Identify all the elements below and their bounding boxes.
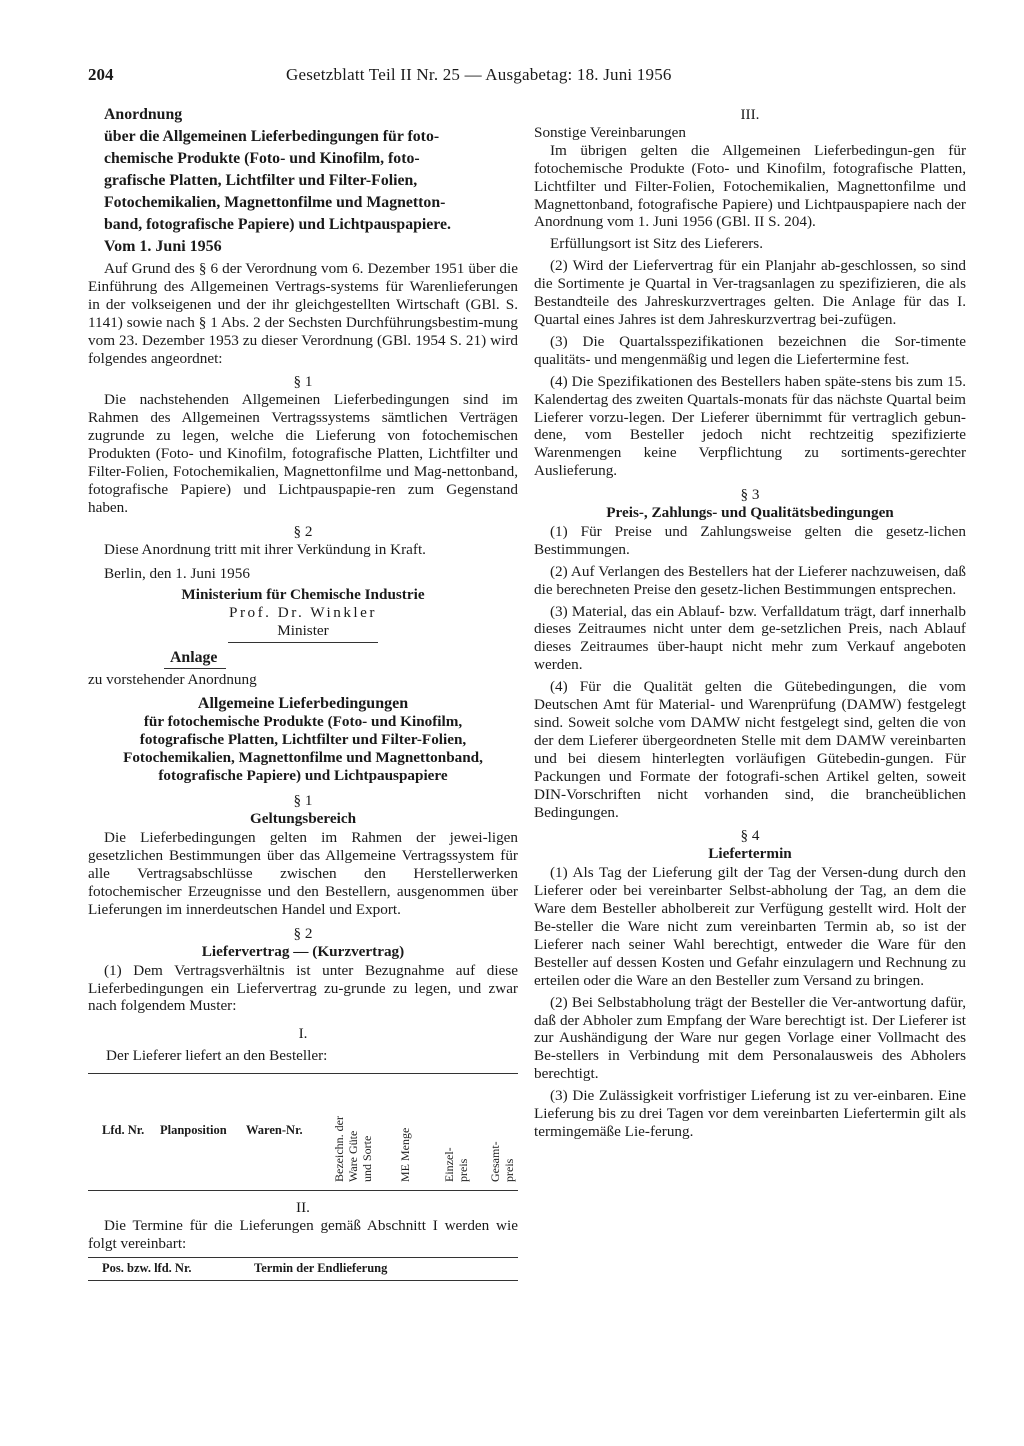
title-line: band, fotografische Papiere) und Lichtpauspapiere. — [104, 216, 451, 233]
section-3-mark: § 3 — [740, 486, 760, 504]
section-3-heading: Preis-, Zahlungs- und Qualitätsbedingungen — [606, 504, 894, 522]
part-iii-mark: III. — [740, 106, 760, 123]
annex-section-2-heading: Liefervertrag — (Kurzvertrag) — [201, 942, 405, 960]
alb-subtitle-line: Fotochemikalien, Magnettonfilme und Magnettonband, — [123, 748, 483, 766]
running-title: Gesetzblatt Teil II Nr. 25 — Ausgabetag: 18. Juni 1956 — [286, 65, 672, 84]
muster-col-bezeichnung: und Sorte — [360, 1135, 374, 1183]
clause-4-1: (1) Als Tag der Lieferung gilt der Tag der Versen-dung durch den Lieferer oder bei vereinbarter Selbst-abholung der Tag, an dem die Ware dem Besteller abholbereit zur Verfügung gestellt wird. Holt der Be-steller die Ware nicht zum vereinbarten Termin ab, so ist der Lieferer nach seiner Wahl berechtigt, entweder die Ware für den Besteller auf dessen Kosten und Gefahr einzulagern und Rechnung zu erteilen oder die Ware an den Besteller zum Versand zu bringen. — [534, 864, 966, 989]
muster-col-gesamtpreis: preis — [502, 1158, 516, 1183]
muster-col-waren-nr: Waren-Nr. — [246, 1123, 303, 1138]
alb-subtitle-line: für fotochemische Produkte (Foto- und Kinofilm, — [143, 712, 463, 730]
clause-3-1: (1) Für Preise und Zahlungsweise gelten die gesetz-lichen Bestimmungen. — [534, 522, 966, 558]
clause-4-2: (2) Bei Selbstabholung trägt der Besteller die Ver-antwortung dafür, daß der Abholer zum Empfang der Ware berechtigt ist. Der Lieferer ist zur Aushändigung der Ware nur gegen Vorlage einer Vollmacht des Be-stellers in Verbindung mit dem Personalausweis des Abholers berechtigt. — [534, 993, 966, 1083]
divider — [228, 642, 378, 643]
title-line: Fotochemikalien, Magnettonfilme und Magnetton- — [104, 194, 446, 211]
title-line: Anordnung — [104, 106, 183, 123]
annex-section-1-heading: Geltungsbereich — [249, 810, 357, 828]
alb-subtitle-line: fotografische Platten, Lichtfilter und Filter-Folien, — [139, 730, 467, 748]
muster-col-planposition: Planposition — [160, 1123, 227, 1138]
section-1-text: Die nachstehenden Allgemeinen Lieferbedingungen sind im Rahmen des Allgemeinen Vertragssystems sämtlichen Verträgen zugrunde zu legen, welche die Lieferung von fotochemischen Produkten (Foto- und Kinofilm, fotografische Platten, Lichtfilter und Filter-Folien, Fotochemikalien, Magnettonfilme und Mag-nettonband, fotografische Papiere) und Lichtpauspapie-ren zum Gegenstand haben. — [88, 391, 518, 516]
clause-2-4: (4) Die Spezifikationen des Bestellers haben späte-stens bis zum 15. Kalendertag des zweiten Quartals-monats für das nächste Quartal beim Lieferer vorzu-legen. Der Lieferer übernimmt für vertraglich gebun-dene, vom Besteller jedoch nicht rechtzeitig spezifizierte Warenmengen keine Verpflichtung zu sortiments-gerechter Auslieferung. — [534, 372, 966, 480]
annex-section-1-text: Die Lieferbedingungen gelten im Rahmen der jewei-ligen gesetzlichen Bestimmungen über das Allgemeine Vertragssystem für alle Vertragsabschlüsse zwischen den Herstellerwerken fotochemischer Erzeugnisse und den Bestellern, ausgenommen über Lieferungen im innerdeutschen Handel und Export. — [88, 829, 518, 918]
title-line: über die Allgemeinen Lieferbedingungen für foto- — [104, 128, 440, 145]
erfuellungsort: Erfüllungsort ist Sitz des Lieferers. — [550, 235, 763, 253]
annex-section-2-mark: § 2 — [293, 924, 313, 942]
muster-col-einzelpreis: preis — [456, 1158, 470, 1183]
anlage-heading: Anlage — [170, 649, 218, 667]
annex-section-2-text: (1) Dem Vertragsverhältnis ist unter Bezugnahme auf diese Lieferbedingungen ein Liefervertrag zu-grunde zu legen, und zwar nach folgendem Muster: — [88, 961, 518, 1015]
page-number: 204 — [88, 65, 114, 84]
termin-col-pos: Pos. bzw. lfd. Nr. — [102, 1260, 192, 1275]
muster-table — [88, 1073, 518, 1191]
anlage-underline — [164, 668, 226, 669]
title-line: grafische Platten, Lichtfilter und Filter-Folien, — [104, 172, 418, 189]
clause-3-3: (3) Material, das ein Ablauf- bzw. Verfalldatum trägt, darf innerhalb dieses Zeitraumes nicht unter dem ge-setzlichen Preis, nach Ablauf dieses Zeitraumes über-haupt nicht mehr zum Verkauf angeboten werden. — [534, 602, 966, 674]
muster-part-i-text: Der Lieferer liefert an den Besteller: — [106, 1047, 328, 1065]
title-line: chemische Produkte (Foto- und Kinofilm, foto- — [104, 150, 420, 167]
signer-role: Minister — [277, 622, 329, 640]
clause-4-3: (3) Die Zulässigkeit vorfristiger Lieferung ist zu ver-einbaren. Eine Lieferung bis zu drei Tagen vor dem vereinbarten Liefertermin gilt als termingemäße Lie-ferung. — [534, 1087, 966, 1140]
clause-3-2: (2) Auf Verlangen des Bestellers hat der Lieferer nachzuweisen, daß die berechneten Preise den gesetz-lichen Bestimmungen entsprechen. — [534, 562, 966, 598]
section-4-heading: Liefertermin — [708, 845, 792, 863]
ordinance-title — [88, 106, 518, 234]
section-4-mark: § 4 — [740, 827, 760, 845]
left-column — [88, 106, 518, 1281]
annex-section-1-mark: § 1 — [293, 792, 313, 810]
clause-2-2: (2) Wird der Liefervertrag für ein Planjahr ab-geschlossen, so sind die Sortimente je Quartal in Ver-tragsanlagen zu spezifizieren, die als Bestandteile des Jahreskurzvertrages gelten. Die Anlage für das I. Quartal eines Jahres ist dem Jahreskurzvertrag bei-zufügen. — [534, 257, 966, 328]
termin-table — [88, 1257, 518, 1281]
muster-col-me-menge: ME Menge — [398, 1127, 412, 1183]
muster-col-bezeichnung: Ware Güte — [346, 1130, 360, 1183]
place-date: Berlin, den 1. Juni 1956 — [104, 564, 250, 582]
part-iii-text: Im übrigen gelten die Allgemeinen Lieferbedingun-gen für fotochemische Produkte (Foto- und Kinofilm, fotografische Platten, Lichtfilter und Filter-Folien, Fotochemikalien, Magnettonfilme und Magnettonband, fotografische Papiere) und Lichtpauspapiere nach der Anordnung vom 1. Juni 1956 (GBl. II S. 204). — [534, 141, 966, 231]
signer-name: Prof. Dr. Winkler — [229, 604, 377, 622]
part-iii-heading: Sonstige Vereinbarungen — [534, 123, 686, 141]
clause-2-3: (3) Die Quartalsspezifikationen bezeichnen die Sor-timente qualitäts- und mengenmäßig und legen die Liefertermine fest. — [534, 332, 966, 368]
termin-col-endlieferung: Termin der Endlieferung — [254, 1260, 388, 1275]
ordinance-date: Vom 1. Juni 1956 — [104, 238, 222, 255]
section-1-mark: § 1 — [293, 373, 313, 391]
muster-part-ii-text: Die Termine für die Lieferungen gemäß Abschnitt I werden wie folgt vereinbart: — [88, 1217, 518, 1252]
muster-col-lfd-nr: Lfd. Nr. — [102, 1123, 145, 1138]
alb-subtitle-line: fotografische Papiere) und Lichtpauspapiere — [158, 766, 448, 784]
section-2-text: Diese Anordnung tritt mit ihrer Verkündung in Kraft. — [104, 540, 426, 558]
alb-title: Allgemeine Lieferbedingungen — [197, 694, 409, 712]
ministry-name: Ministerium für Chemische Industrie — [181, 586, 425, 604]
anlage-subtitle: zu vorstehender Anordnung — [88, 671, 257, 689]
section-2-mark: § 2 — [293, 522, 313, 540]
right-column — [534, 106, 966, 1145]
muster-part-ii: II. — [296, 1199, 310, 1217]
muster-part-i: I. — [298, 1025, 308, 1043]
clause-3-4: (4) Für die Qualität gelten die Gütebedingungen, die vom Deutschen Amt für Material- und Warenprüfung (DAMW) festgelegt sind. Soweit solche vom DAMW nicht festgelegt sind, gelten die von der dem Lieferer übergeordneten Stelle mit dem DAMW vereinbarten und bei diesem hinterlegten vorläufigen Gütebedin-gungen. Für Packungen und Formate der fotografi-schen Artikel gelten, soweit DIN-Vorschriften nicht vorhanden sind, die brancheüblichen Bedingungen. — [534, 678, 966, 821]
muster-col-gesamtpreis: Gesamt- — [488, 1141, 502, 1183]
intro-paragraph: Auf Grund des § 6 der Verordnung vom 6. Dezember 1951 über die Einführung des Allgemeinen Vertrags-systems für Warenlieferungen in der volkseigenen und der ihr gleichgestellten Wirtschaft (GBl. S. 1141) sowie nach § 1 Abs. 2 der Sechsten Durchführungsbestim-mung vom 23. Dezember 1953 zu dieser Verordnung (GBl. 1954 S. 21) wird folgendes angeordnet: — [88, 260, 518, 367]
muster-col-bezeichnung: Bezeichn. der — [332, 1116, 346, 1183]
muster-col-einzelpreis: Einzel- — [442, 1147, 456, 1183]
page-header — [88, 62, 760, 88]
